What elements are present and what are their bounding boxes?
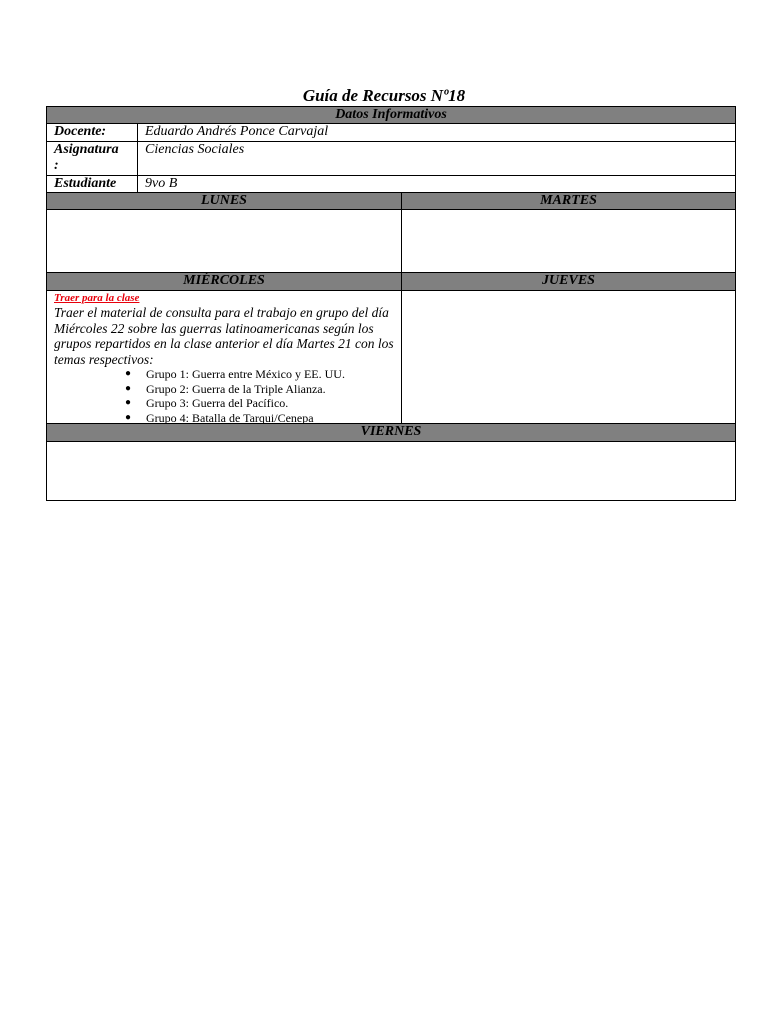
student-row	[47, 176, 735, 193]
wed-thu-header	[47, 273, 735, 291]
bullet-icon: ●	[125, 397, 132, 408]
list-item	[125, 410, 401, 426]
group-item-1: Grupo 1: Guerra entre México y EE. UU.	[146, 367, 345, 381]
document-title: Guía de Recursos Nº18	[302, 86, 466, 105]
student-value: 9vo B	[145, 176, 178, 191]
subject-value: Ciencias Sociales	[145, 142, 245, 157]
teacher-row	[47, 124, 735, 142]
wed-thu-content	[47, 291, 735, 424]
day-header-martes: MARTES	[540, 193, 597, 208]
mon-tue-header	[47, 193, 735, 210]
info-header: Datos Informativos	[47, 107, 735, 124]
teacher-value: Eduardo Andrés Ponce Carvajal	[145, 124, 329, 139]
miercoles-cell	[47, 291, 402, 423]
viernes-cell	[47, 442, 735, 500]
group-list	[54, 367, 401, 425]
day-header-miercoles: MIÉRCOLES	[47, 273, 402, 290]
list-item	[125, 367, 401, 382]
group-item-3: Grupo 3: Guerra del Pacífico.	[146, 396, 289, 410]
bullet-icon: ●	[125, 411, 132, 423]
day-header-jueves: JUEVES	[542, 273, 595, 288]
list-item	[125, 381, 401, 397]
bullet-icon: ●	[125, 382, 132, 394]
jueves-cell	[402, 291, 735, 423]
student-label: Estudiante	[47, 176, 138, 192]
day-header-lunes: LUNES	[47, 193, 402, 209]
martes-cell	[402, 210, 735, 272]
list-item	[125, 396, 401, 411]
miercoles-heading: Traer para la clase	[54, 292, 140, 304]
subject-row	[47, 142, 735, 176]
teacher-label: Docente:	[47, 124, 138, 141]
group-item-4: Grupo 4: Batalla de Tarqui/Cenepa	[146, 410, 314, 425]
lunes-cell	[47, 210, 402, 272]
bullet-icon: ●	[125, 368, 132, 379]
miercoles-text: Traer el material de consulta para el trabajo en grupo del día Miércoles 22 sobre las guerras latinoamericanas según los grupos repartidos en la clase anterior el día Martes 21 con los temas respectivos:	[54, 305, 394, 367]
group-item-2: Grupo 2: Guerra de la Triple Alianza.	[146, 381, 326, 396]
day-header-viernes: VIERNES	[47, 424, 735, 442]
mon-tue-content	[47, 210, 735, 273]
subject-label-line1: Asignatura	[54, 142, 119, 157]
subject-label-line2: :	[54, 158, 59, 173]
subject-label	[47, 142, 138, 175]
resource-guide-table	[46, 106, 736, 501]
